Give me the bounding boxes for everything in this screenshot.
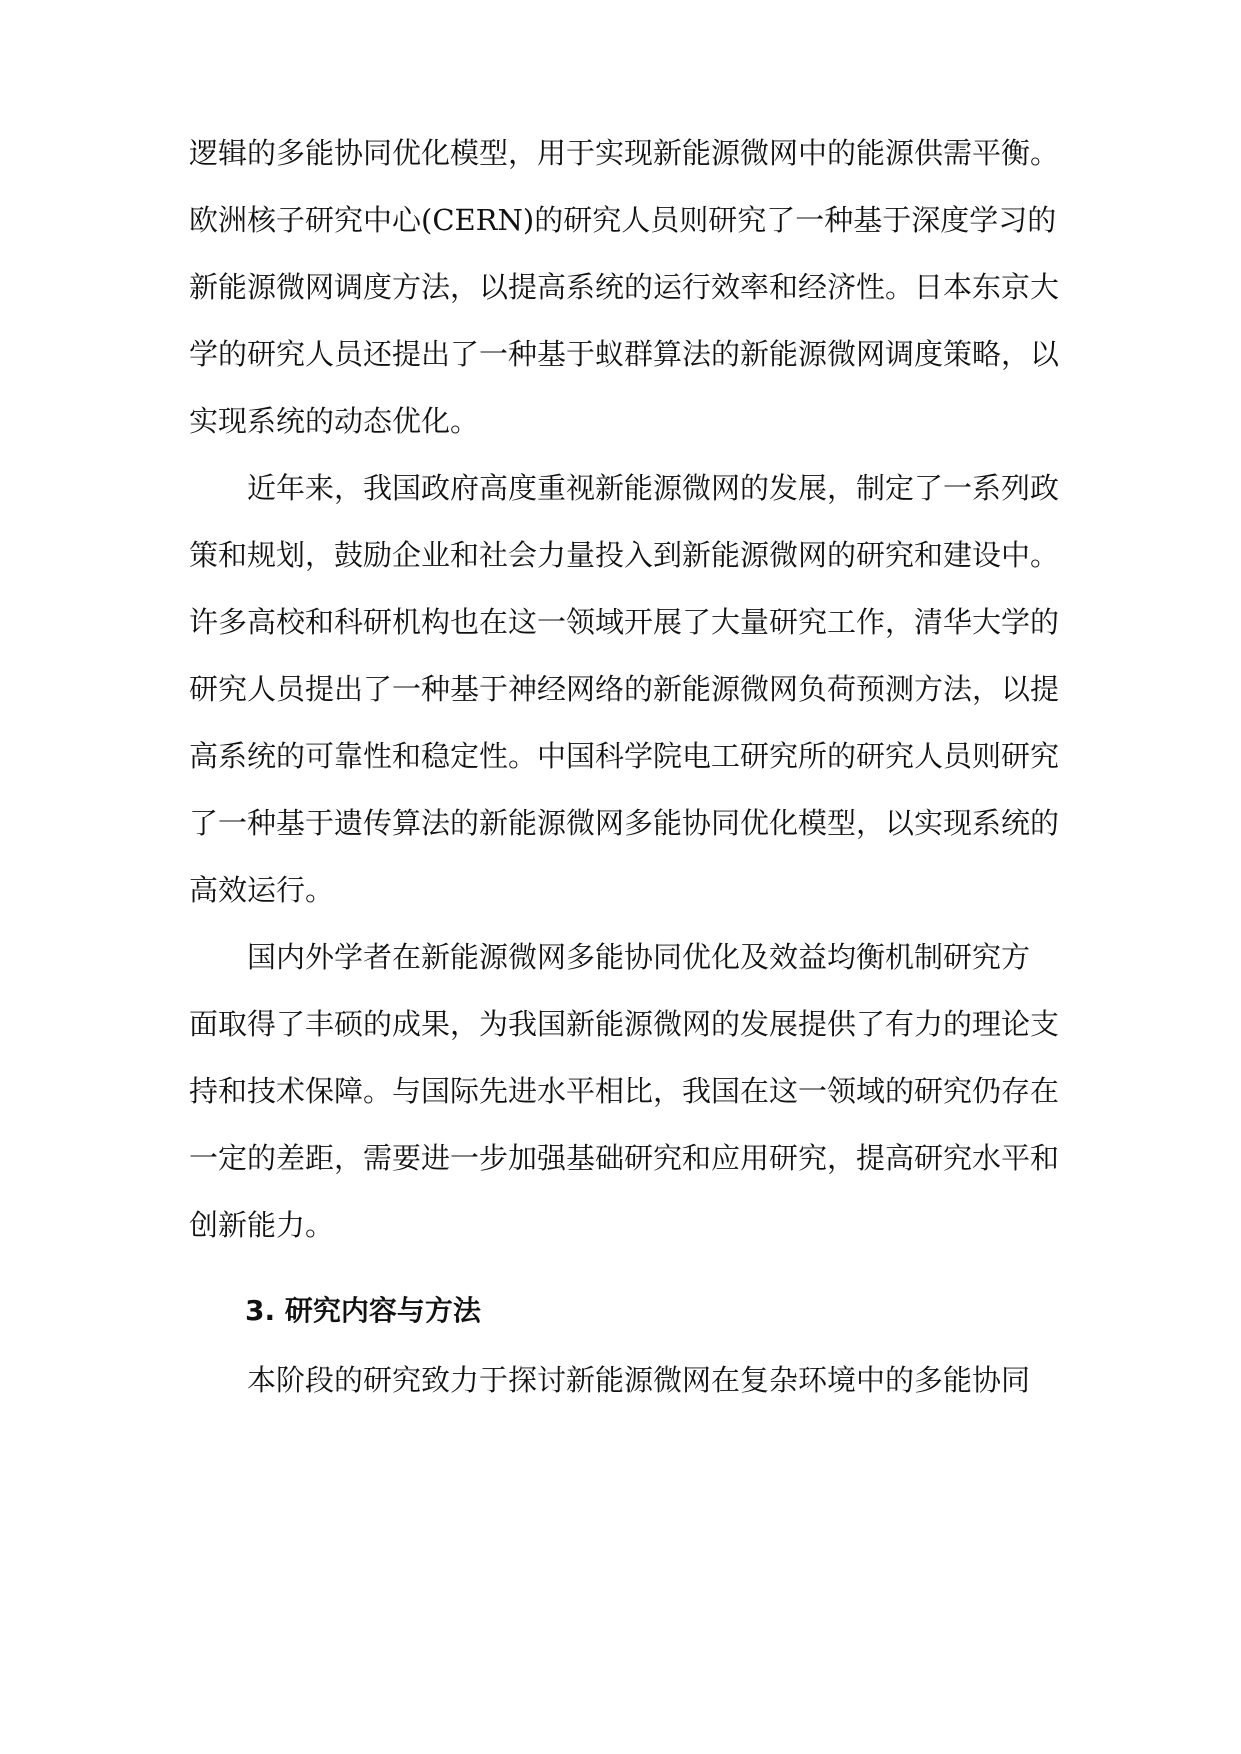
paragraph-2-line-7: 高效运行。 [189,873,335,907]
paragraph-3-line-1: 国内外学者在新能源微网多能协同优化及效益均衡机制研究方 [247,940,1031,974]
paragraph-3-line-2: 面取得了丰硕的成果，为我国新能源微网的发展提供了有力的理论支 [189,1007,1060,1041]
paragraph-1-line-1: 逻辑的多能协同优化模型，用于实现新能源微网中的能源供需平衡。 [189,136,1060,170]
section-heading: 3. 研究内容与方法 [245,1294,481,1327]
paragraph-3-line-4: 一定的差距，需要进一步加强基础研究和应用研究，提高研究水平和 [189,1141,1060,1175]
paragraph-2-line-4: 研究人员提出了一种基于神经网络的新能源微网负荷预测方法，以提 [189,672,1060,706]
paragraph-3-line-3: 持和技术保障。与国际先进水平相比，我国在这一领域的研究仍存在 [189,1074,1060,1108]
paragraph-1-line-2: 欧洲核子研究中心(CERN)的研究人员则研究了一种基于深度学习的 [189,203,1057,237]
paragraph-1-line-5: 实现系统的动态优化。 [189,404,480,438]
paragraph-2-line-5: 高系统的可靠性和稳定性。中国科学院电工研究所的研究人员则研究 [189,739,1060,773]
paragraph-3-line-5: 创新能力。 [189,1208,335,1242]
paragraph-2-line-2: 策和规划，鼓励企业和社会力量投入到新能源微网的研究和建设中。 [189,538,1060,572]
paragraph-2-line-1: 近年来，我国政府高度重视新能源微网的发展，制定了一系列政 [247,471,1060,505]
paragraph-4-line-1: 本阶段的研究致力于探讨新能源微网在复杂环境中的多能协同 [247,1363,1031,1397]
paragraph-2-line-3: 许多高校和科研机构也在这一领域开展了大量研究工作，清华大学的 [189,605,1060,639]
paragraph-1-line-4: 学的研究人员还提出了一种基于蚁群算法的新能源微网调度策略，以 [189,337,1060,371]
paragraph-2-line-6: 了一种基于遗传算法的新能源微网多能协同优化模型，以实现系统的 [189,806,1060,840]
paragraph-1-line-3: 新能源微网调度方法，以提高系统的运行效率和经济性。日本东京大 [189,270,1060,304]
